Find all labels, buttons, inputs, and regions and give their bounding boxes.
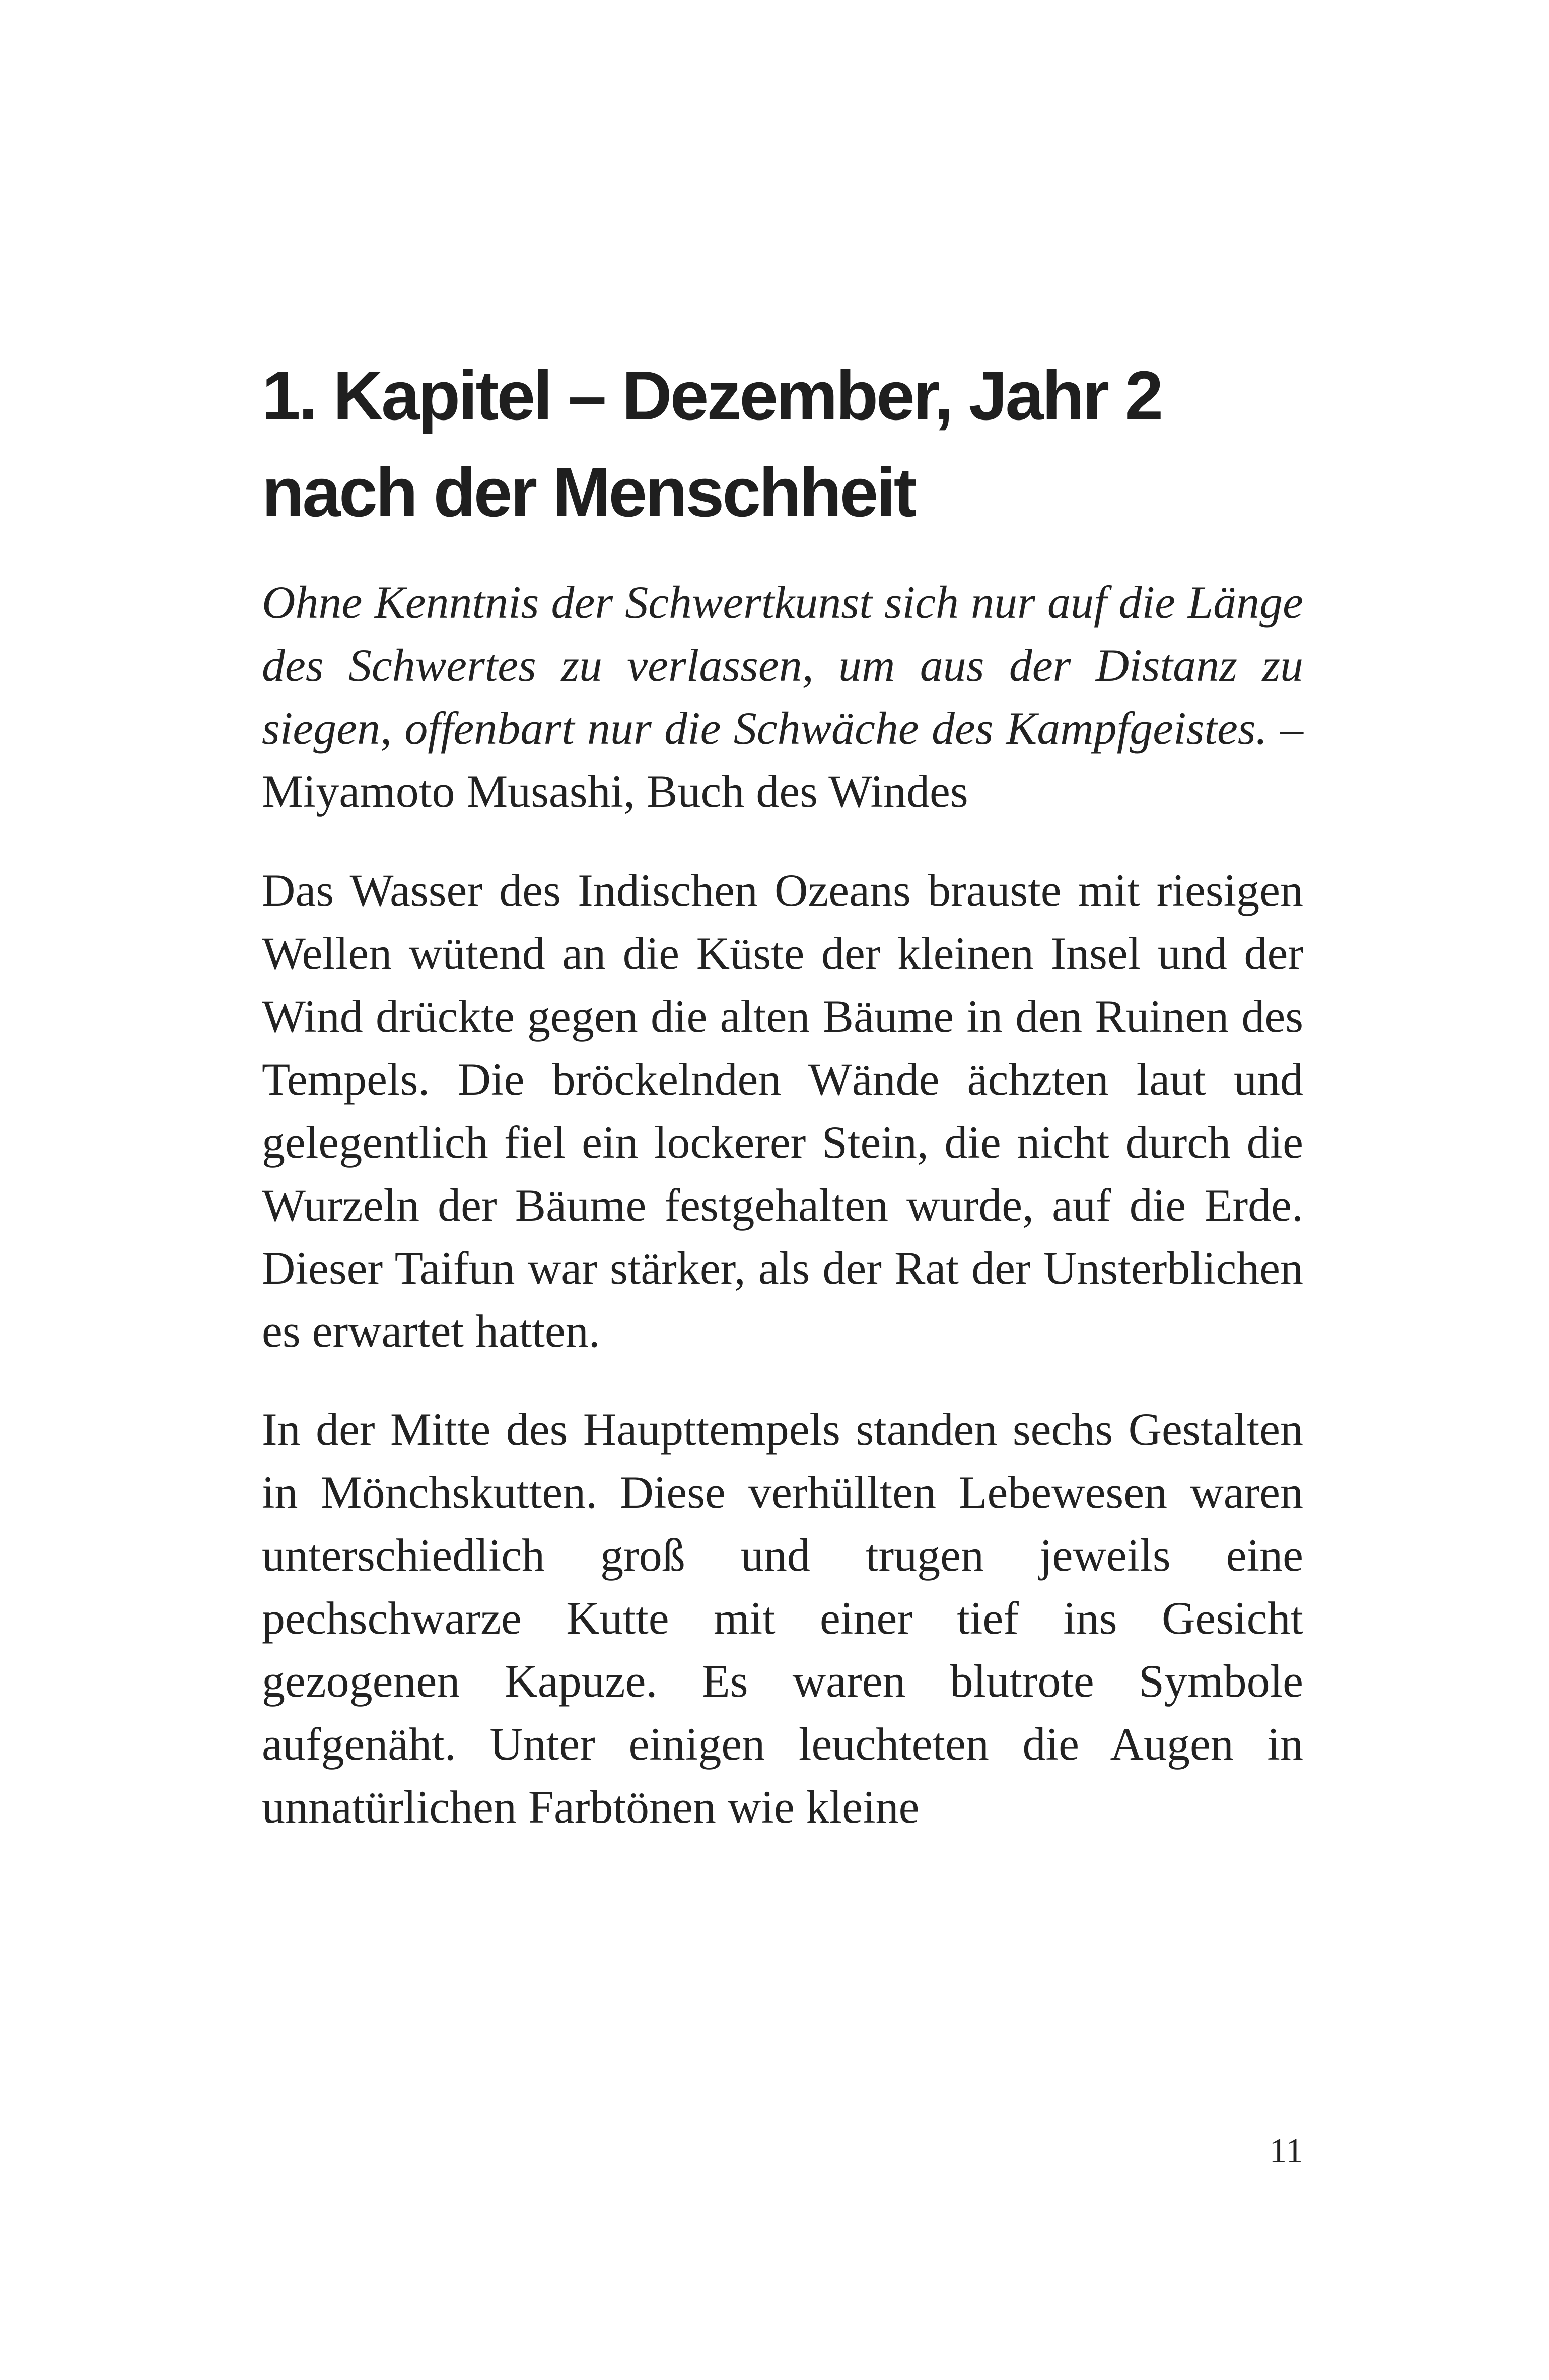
page-number: 11 [1269,2132,1303,2171]
body-paragraph-1: Das Wasser des Indischen Ozeans brauste mit riesigen Wellen wütend an die Küste der kleinen Insel und der Wind drückte gegen die alten Bäume in den Ruinen des Tempels. Die bröckelnden Wände ächzten laut und gelegentlich fiel ein lockerer Stein, die nicht durch die Wurzeln der Bäume festgehalten wurde, auf die Erde. Dieser Taifun war stärker, als der Rat der Unsterblichen es erwartet hatten. [262,865,1303,1357]
epigraph [262,571,1303,823]
epigraph-attribution: – Miyamoto Musashi, Buch des Windes [262,703,1303,817]
book-page [262,347,1303,1874]
epigraph-quote: Ohne Kenntnis der Schwertkunst sich nur auf die Länge des Schwertes zu verlassen, um aus der Distanz zu siegen, offenbart nur die Schwäche des Kampfgeistes. [262,577,1303,754]
body-paragraph-2: In der Mitte des Haupttempels standen sechs Gestalten in Mönchskutten. Diese verhüllten Lebewesen waren unterschiedlich groß und trugen jeweils eine pechschwarze Kutte mit einer tief ins Gesicht gezogenen Kapuze. Es waren blutrote Symbole aufgenäht. Unter einigen leuchteten die Augen in unnatürlichen Farbtönen wie kleine [262,1404,1303,1833]
chapter-title: 1. Kapitel – Dezember, Jahr 2 nach der Menschheit [262,357,1162,531]
